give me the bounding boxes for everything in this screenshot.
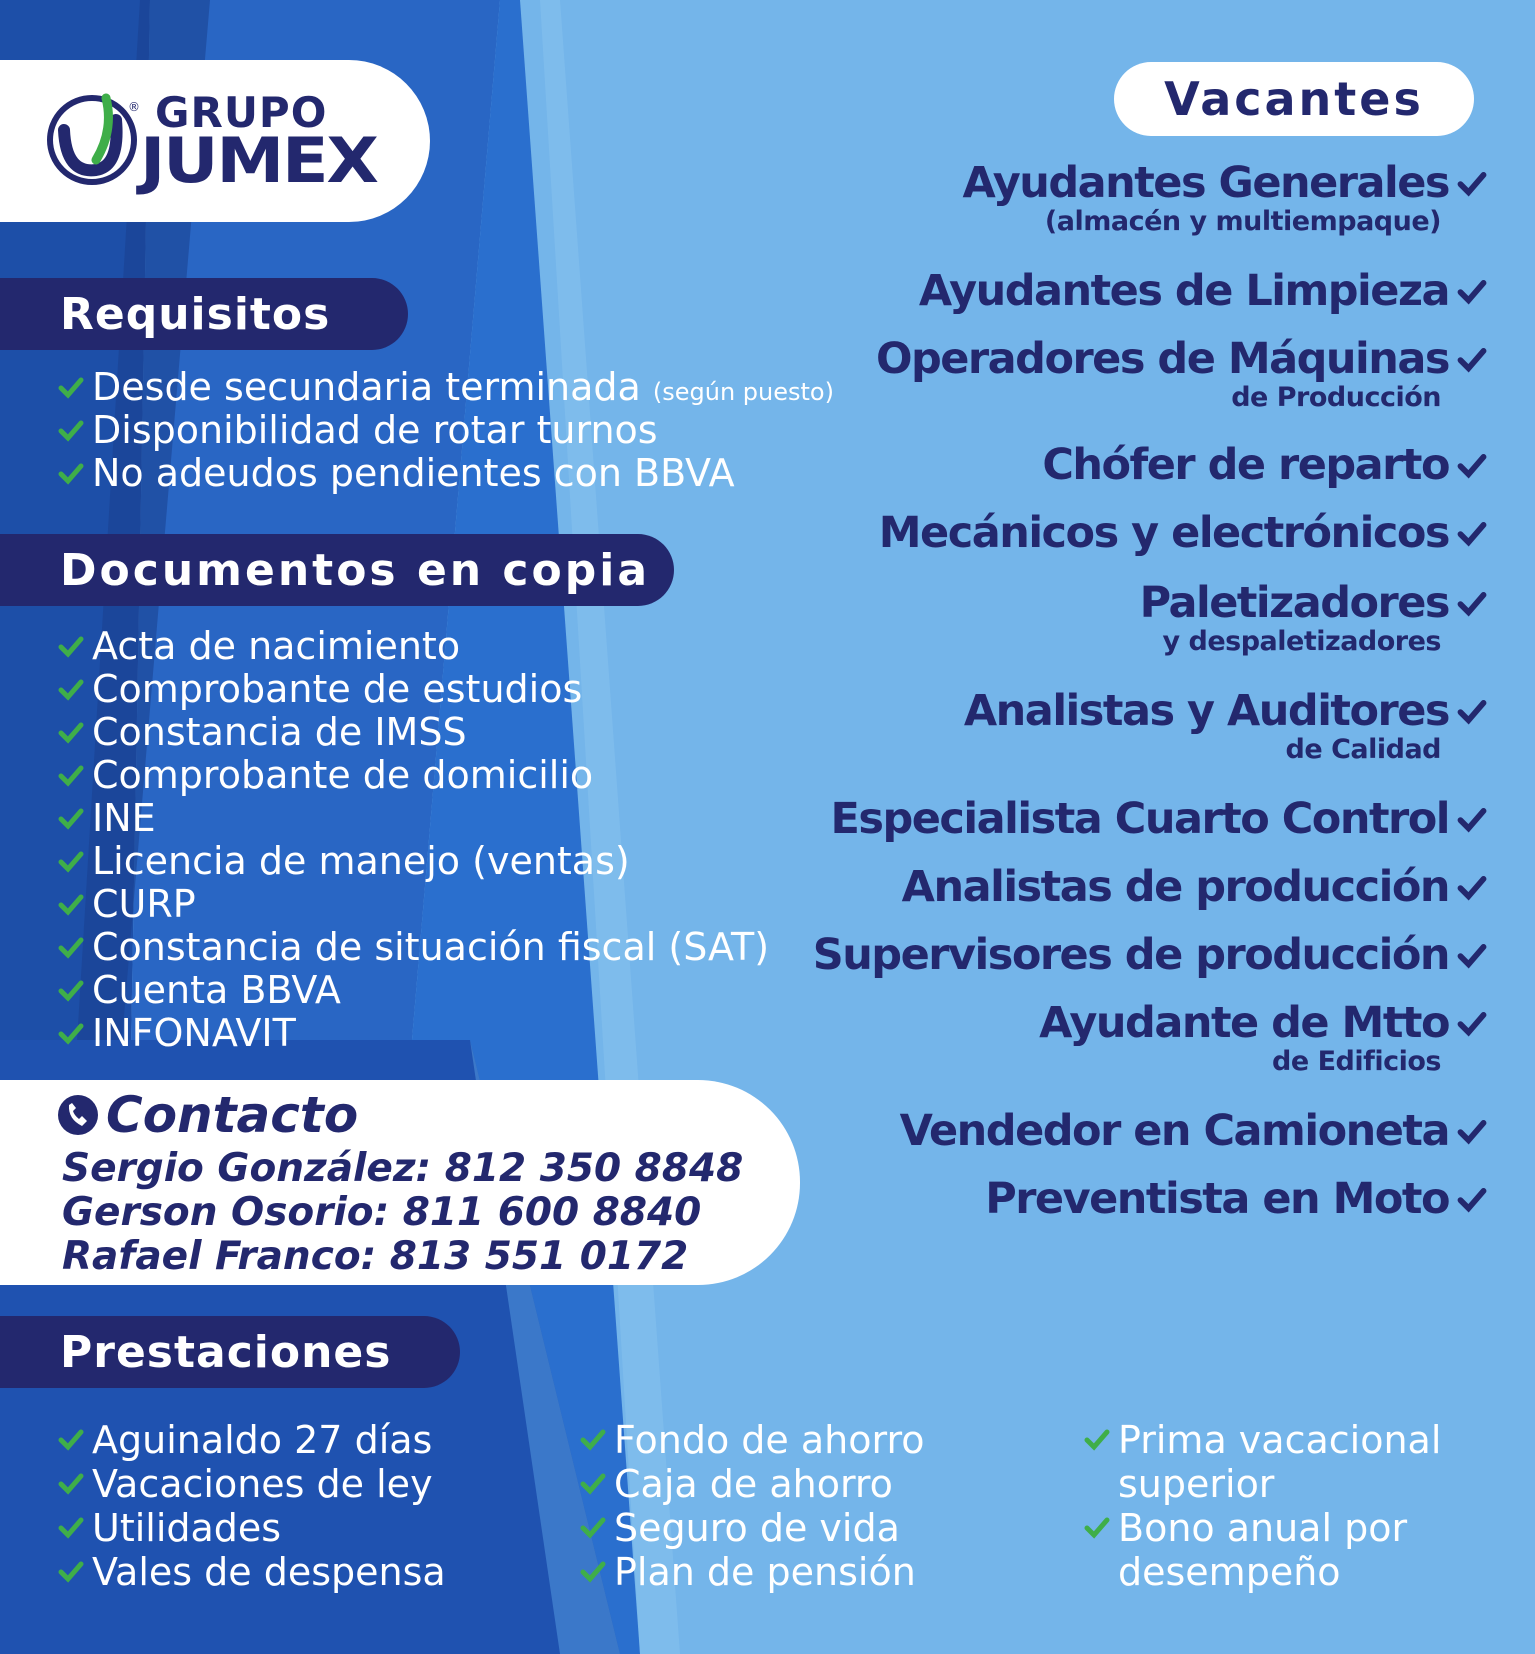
registered-mark: ®: [128, 100, 140, 114]
check-icon: [580, 1470, 606, 1496]
list-item: [580, 1506, 924, 1550]
check-icon: [58, 848, 84, 874]
phone-icon: [56, 1093, 100, 1137]
list-item-label: Utilidades: [92, 1506, 282, 1550]
vacancy-subtitle: (almacén y multiempaque): [1044, 206, 1441, 237]
vacantes-heading: Vacantes: [1114, 62, 1474, 136]
check-icon: [1455, 940, 1489, 970]
vacancy-subtitle: y despaletizadores: [1162, 626, 1441, 657]
vacancy-title: Paletizadores: [1139, 578, 1449, 628]
list-item-label: Bono anual por: [1118, 1506, 1408, 1550]
vacancy-subtitle: de Edificios: [1272, 1046, 1441, 1077]
list-item-label: Caja de ahorro: [614, 1462, 893, 1506]
contact-title-label: Contacto: [106, 1086, 359, 1144]
list-item: [580, 1462, 924, 1506]
vacancy-item: [879, 508, 1489, 558]
list-item: [1084, 1462, 1441, 1506]
check-icon: [1455, 872, 1489, 902]
prestaciones-column-1: [58, 1418, 446, 1594]
list-item: [58, 625, 769, 668]
check-icon: [58, 762, 84, 788]
list-item: [58, 1462, 446, 1506]
check-icon: [580, 1558, 606, 1584]
check-icon: [1455, 1116, 1489, 1146]
vacancy-item: [919, 266, 1489, 316]
check-icon: [1084, 1514, 1110, 1540]
list-item: [58, 1506, 446, 1550]
check-icon: [58, 1470, 84, 1496]
vacancy-item: [902, 862, 1489, 912]
vacancy-title: Preventista en Moto: [985, 1174, 1449, 1224]
check-icon: [1455, 804, 1489, 834]
vacancy-item: [876, 334, 1489, 413]
list-item-label: Vacaciones de ley: [92, 1462, 433, 1506]
requisitos-list: [58, 366, 834, 495]
list-item-label: CURP: [92, 882, 196, 926]
vacancy-title: Especialista Cuarto Control: [830, 794, 1449, 844]
check-icon: [58, 805, 84, 831]
list-item: [58, 1550, 446, 1594]
list-item-label: Disponibilidad de rotar turnos: [92, 408, 658, 452]
list-item: [58, 1418, 446, 1462]
check-icon: [58, 1020, 84, 1046]
vacancy-subtitle: de Producción: [1231, 382, 1441, 413]
check-icon: [1455, 518, 1489, 548]
vacancy-item: [831, 794, 1489, 844]
logo-text-grupo: GRUPO: [155, 88, 328, 137]
list-item-label: Prima vacacional: [1118, 1418, 1442, 1462]
check-icon: [58, 934, 84, 960]
vacancy-item: [1140, 578, 1489, 657]
contact-line: Rafael Franco: 813 551 0172: [62, 1234, 689, 1279]
list-item: [58, 926, 769, 969]
list-item-label: Licencia de manejo (ventas): [92, 839, 630, 883]
check-icon: [1455, 276, 1489, 306]
list-item: [1084, 1418, 1441, 1462]
requisitos-heading: Requisitos: [0, 278, 408, 350]
prestaciones-heading: Prestaciones: [0, 1316, 460, 1388]
documentos-heading: Documentos en copia: [0, 534, 674, 606]
vacancy-title: Ayudante de Mtto: [1039, 998, 1449, 1048]
list-item: [58, 883, 769, 926]
list-item: [58, 668, 769, 711]
list-item: [580, 1550, 924, 1594]
contact-line: Sergio González: 812 350 8848: [62, 1146, 744, 1191]
logo-panel: [0, 60, 430, 222]
check-icon: [1455, 696, 1489, 726]
list-item: [58, 797, 769, 840]
list-item-label: INFONAVIT: [92, 1011, 296, 1055]
list-item: [58, 409, 834, 452]
list-item-label: Aguinaldo 27 días: [92, 1418, 433, 1462]
vacancy-title: Supervisores de producción: [812, 930, 1449, 980]
list-item-label: desempeño: [1118, 1550, 1341, 1594]
check-icon: [1455, 1008, 1489, 1038]
vacancy-title: Analistas y Auditores: [963, 686, 1449, 736]
vacancy-subtitle: de Calidad: [1285, 734, 1441, 765]
check-icon: [58, 719, 84, 745]
list-item: [58, 1012, 769, 1055]
list-item-label: No adeudos pendientes con BBVA: [92, 451, 735, 495]
prestaciones-column-3: [1084, 1418, 1441, 1594]
list-item-label: Comprobante de domicilio: [92, 753, 594, 797]
vacancy-item: [813, 930, 1489, 980]
vacancy-item: [985, 1174, 1489, 1224]
check-icon: [1455, 588, 1489, 618]
list-item: [58, 754, 769, 797]
vacancy-item: [1039, 998, 1489, 1077]
check-icon: [58, 417, 84, 443]
list-item-label: Acta de nacimiento: [92, 624, 461, 668]
vacancy-title: Analistas de producción: [901, 862, 1449, 912]
list-item: [1084, 1550, 1441, 1594]
check-icon: [58, 633, 84, 659]
list-item-label: Desde secundaria terminada: [92, 365, 641, 409]
vacancy-title: Ayudantes Generales: [962, 158, 1449, 208]
check-icon: [58, 891, 84, 917]
list-item: [580, 1418, 924, 1462]
list-item: [58, 366, 834, 409]
vacancy-item: [964, 686, 1489, 765]
check-icon: [58, 1426, 84, 1452]
vacancy-title: Operadores de Máquinas: [875, 334, 1449, 384]
list-item-label: Comprobante de estudios: [92, 667, 583, 711]
check-icon: [1084, 1426, 1110, 1452]
list-item: [58, 711, 769, 754]
prestaciones-column-2: [580, 1418, 924, 1594]
check-icon: [58, 676, 84, 702]
check-icon: [58, 1558, 84, 1584]
list-item: [58, 452, 834, 495]
list-item-label: Seguro de vida: [614, 1506, 900, 1550]
vacancy-title: Mecánicos y electrónicos: [878, 508, 1449, 558]
list-item-label: INE: [92, 796, 156, 840]
check-icon: [58, 460, 84, 486]
logo-text-jumex: JUMEX: [140, 124, 377, 197]
list-item: [58, 969, 769, 1012]
vacancy-title: Chófer de reparto: [1042, 440, 1449, 490]
check-icon: [1455, 168, 1489, 198]
check-icon: [1455, 344, 1489, 374]
check-icon: [580, 1514, 606, 1540]
list-item-note: (según puesto): [652, 378, 834, 406]
list-item-label: Constancia de situación fiscal (SAT): [92, 925, 770, 969]
list-item: [1084, 1506, 1441, 1550]
contact-title: [56, 1086, 358, 1144]
vacancy-title: Vendedor en Camioneta: [899, 1106, 1449, 1156]
check-icon: [580, 1426, 606, 1452]
list-item-label: Cuenta BBVA: [92, 968, 341, 1012]
list-item-label: Plan de pensión: [614, 1550, 916, 1594]
jumex-logo-icon: [44, 90, 140, 186]
check-icon: [1455, 1184, 1489, 1214]
list-item-label: Fondo de ahorro: [614, 1418, 925, 1462]
check-icon: [58, 374, 84, 400]
vacancy-title: Ayudantes de Limpieza: [918, 266, 1449, 316]
vacancy-item: [962, 158, 1489, 237]
check-icon: [1455, 450, 1489, 480]
list-item-label: superior: [1118, 1462, 1275, 1506]
contact-line: Gerson Osorio: 811 600 8840: [62, 1190, 702, 1235]
vacancy-item: [900, 1106, 1489, 1156]
documentos-list: [58, 625, 769, 1055]
list-item-label: Vales de despensa: [92, 1550, 446, 1594]
check-icon: [58, 1514, 84, 1540]
list-item: [58, 840, 769, 883]
list-item-label: Constancia de IMSS: [92, 710, 467, 754]
vacancy-item: [1042, 440, 1489, 490]
check-icon: [58, 977, 84, 1003]
